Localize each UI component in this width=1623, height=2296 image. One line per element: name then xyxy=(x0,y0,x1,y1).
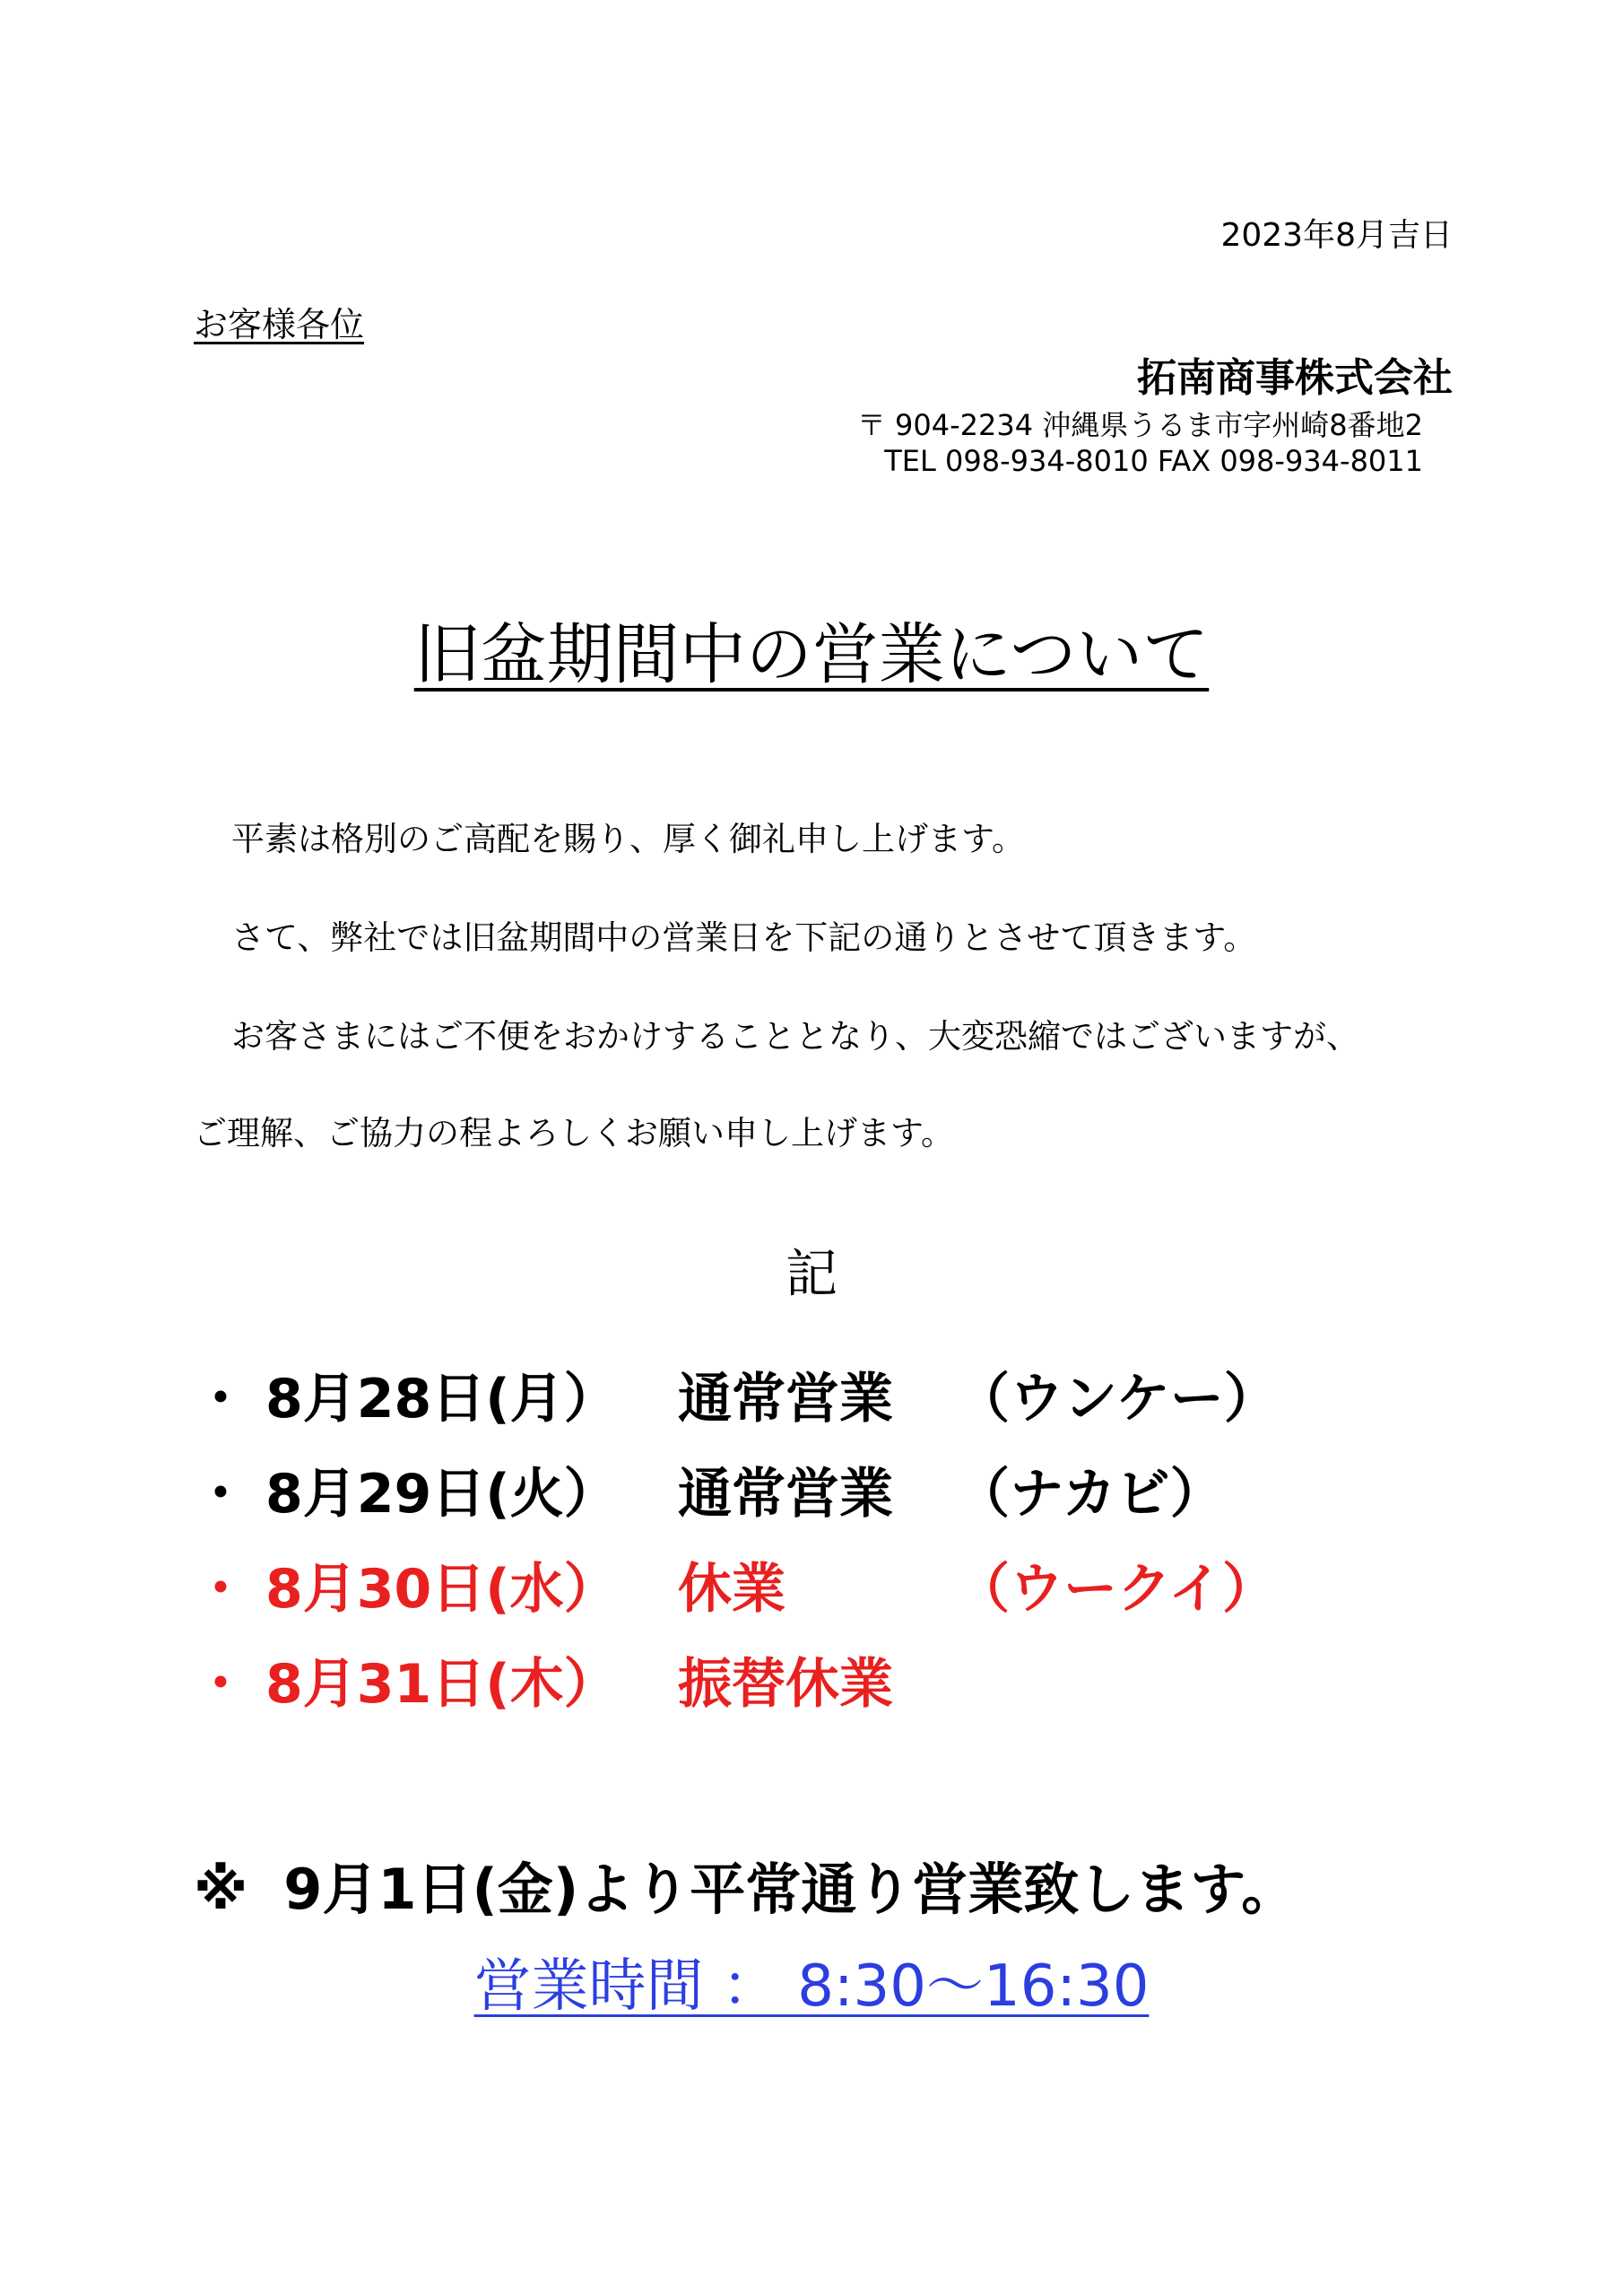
reference-mark: ※ xyxy=(194,1857,248,1922)
ki-heading: 記 xyxy=(785,1243,838,1304)
resume-notice xyxy=(194,1851,1297,1928)
company-contact: TEL 098-934-8010 FAX 098-934-8011 xyxy=(884,444,1423,478)
bullet: ・ xyxy=(194,1463,247,1526)
page-title xyxy=(0,610,1623,700)
schedule-status: 休業 xyxy=(678,1558,785,1621)
schedule-note: （ウンケー） xyxy=(956,1368,1278,1431)
bullet: ・ xyxy=(194,1558,247,1621)
company-name: 拓南商事株式会社 xyxy=(1137,355,1453,401)
schedule-date: 8月31日(木） xyxy=(265,1653,618,1716)
schedule-note: （ナカビ） xyxy=(956,1463,1224,1526)
body-line-1: 平素は格別のご高配を賜り、厚く御礼申し上げます。 xyxy=(231,820,1026,858)
body-line-2: さて、弊社では旧盆期間中の営業日を下記の通りとさせて頂きます。 xyxy=(231,918,1257,957)
business-hours-text: 営業時間 ： 8:30～16:30 xyxy=(473,1953,1150,2020)
schedule-row xyxy=(194,1457,1224,1532)
body-line-4: ご理解、ご協力の程よろしくお願い申し上げます。 xyxy=(194,1114,955,1152)
document-date: 2023年8月吉日 xyxy=(1220,217,1453,254)
resume-notice-text: 9月1日(金)より平常通り営業致します。 xyxy=(283,1857,1298,1922)
schedule-row xyxy=(194,1552,1276,1627)
schedule-status: 振替休業 xyxy=(678,1653,893,1716)
schedule-row xyxy=(194,1361,1278,1437)
schedule-date: 8月29日(火） xyxy=(265,1463,618,1526)
bullet: ・ xyxy=(194,1653,247,1716)
bullet: ・ xyxy=(194,1368,247,1431)
business-hours xyxy=(0,1946,1623,2027)
schedule-status: 通常営業 xyxy=(678,1463,893,1526)
schedule-status: 通常営業 xyxy=(678,1368,893,1431)
schedule-date: 8月28日(月） xyxy=(265,1368,618,1431)
body-line-3: お客さまにはご不便をおかけすることとなり、大変恐縮ではございますが、 xyxy=(231,1017,1359,1056)
recipient: お客様各位 xyxy=(194,305,365,344)
page-title-text: 旧盆期間中の営業について xyxy=(413,616,1210,693)
schedule-note: （ウークイ） xyxy=(956,1558,1276,1621)
company-address: 〒 904-2234 沖縄県うるま市字州崎8番地2 xyxy=(856,408,1423,442)
schedule-row xyxy=(194,1647,956,1722)
schedule-date: 8月30日(水） xyxy=(265,1558,618,1621)
